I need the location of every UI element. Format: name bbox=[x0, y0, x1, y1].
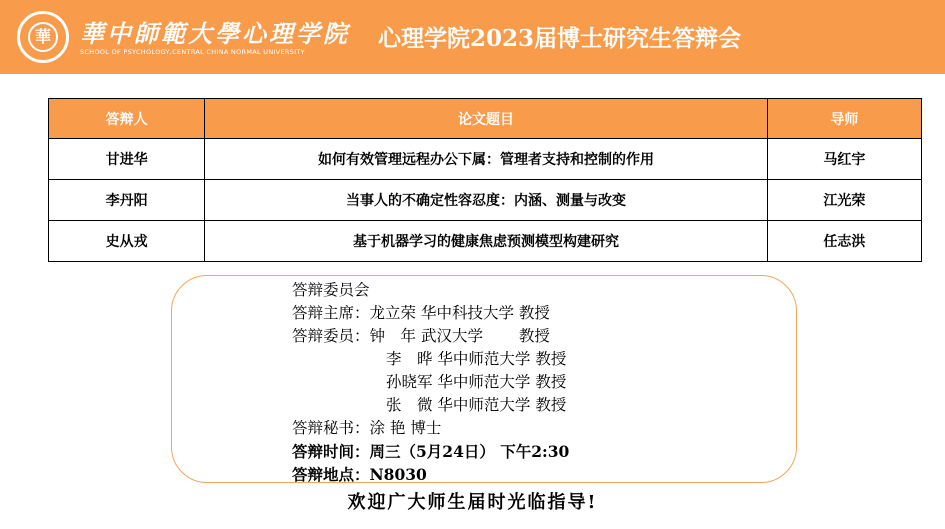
chair-value: 龙立荣 华中科技大学 教授 bbox=[369, 304, 550, 322]
committee-info bbox=[292, 279, 569, 486]
table-row bbox=[49, 221, 922, 262]
cell-thesis-title: 如何有效管理远程办公下属：管理者支持和控制的作用 bbox=[205, 139, 768, 180]
table-row bbox=[49, 139, 922, 180]
place-value: N8030 bbox=[369, 465, 427, 484]
school-logo-text: 華中師範大學心理学院 bbox=[80, 19, 350, 48]
school-logo-english: SCHOOL OF PSYCHOLOGY,CENTRAL CHINA NORMAL UNIVERSITY bbox=[80, 48, 305, 56]
member-item: 张 微 华中师范大学 教授 bbox=[386, 396, 567, 414]
header-advisor: 导师 bbox=[767, 99, 921, 139]
committee-place-line bbox=[292, 463, 569, 486]
cell-thesis-title: 基于机器学习的健康焦虑预测模型构建研究 bbox=[205, 221, 768, 262]
secretary-value: 涂 艳 博士 bbox=[369, 419, 442, 437]
welcome-footer: 欢迎广大师生届时光临指导! bbox=[347, 492, 598, 513]
cell-student: 甘进华 bbox=[49, 139, 205, 180]
chair-label: 答辩主席： bbox=[292, 304, 370, 322]
committee-member-line bbox=[292, 394, 569, 417]
university-seal-icon bbox=[17, 11, 69, 63]
cell-student: 李丹阳 bbox=[49, 180, 205, 221]
member-item: 李 晔 华中师范大学 教授 bbox=[386, 350, 567, 368]
committee-secretary-line bbox=[292, 417, 569, 440]
committee-members-line bbox=[292, 325, 569, 348]
page-title: 心理学院2023届博士研究生答辩会 bbox=[378, 25, 742, 52]
header-banner bbox=[0, 0, 945, 74]
header-thesis-title: 论文题目 bbox=[205, 99, 768, 139]
time-value: 周三（5月24日） 下午2:30 bbox=[369, 442, 570, 461]
cell-advisor: 马红宇 bbox=[767, 139, 921, 180]
defense-schedule-table bbox=[48, 98, 922, 262]
committee-chair-line bbox=[292, 302, 569, 325]
time-label: 答辩时间： bbox=[292, 442, 370, 461]
secretary-label: 答辩秘书： bbox=[292, 419, 370, 437]
cell-thesis-title: 当事人的不确定性容忍度：内涵、测量与改变 bbox=[205, 180, 768, 221]
table-header-row bbox=[49, 99, 922, 139]
header-student: 答辩人 bbox=[49, 99, 205, 139]
committee-heading: 答辩委员会 bbox=[292, 281, 370, 299]
place-label: 答辩地点： bbox=[292, 465, 370, 484]
seal-inner-mark: 華 bbox=[28, 22, 58, 52]
cell-advisor: 任志洪 bbox=[767, 221, 921, 262]
committee-member-line bbox=[292, 371, 569, 394]
members-label: 答辩委员： bbox=[292, 327, 370, 345]
cell-advisor: 江光荣 bbox=[767, 180, 921, 221]
member-item: 钟 年 武汉大学 教授 bbox=[369, 327, 550, 345]
table-row bbox=[49, 180, 922, 221]
cell-student: 史从戎 bbox=[49, 221, 205, 262]
committee-time-line bbox=[292, 440, 569, 463]
committee-member-line bbox=[292, 348, 569, 371]
member-item: 孙晓军 华中师范大学 教授 bbox=[386, 373, 567, 391]
